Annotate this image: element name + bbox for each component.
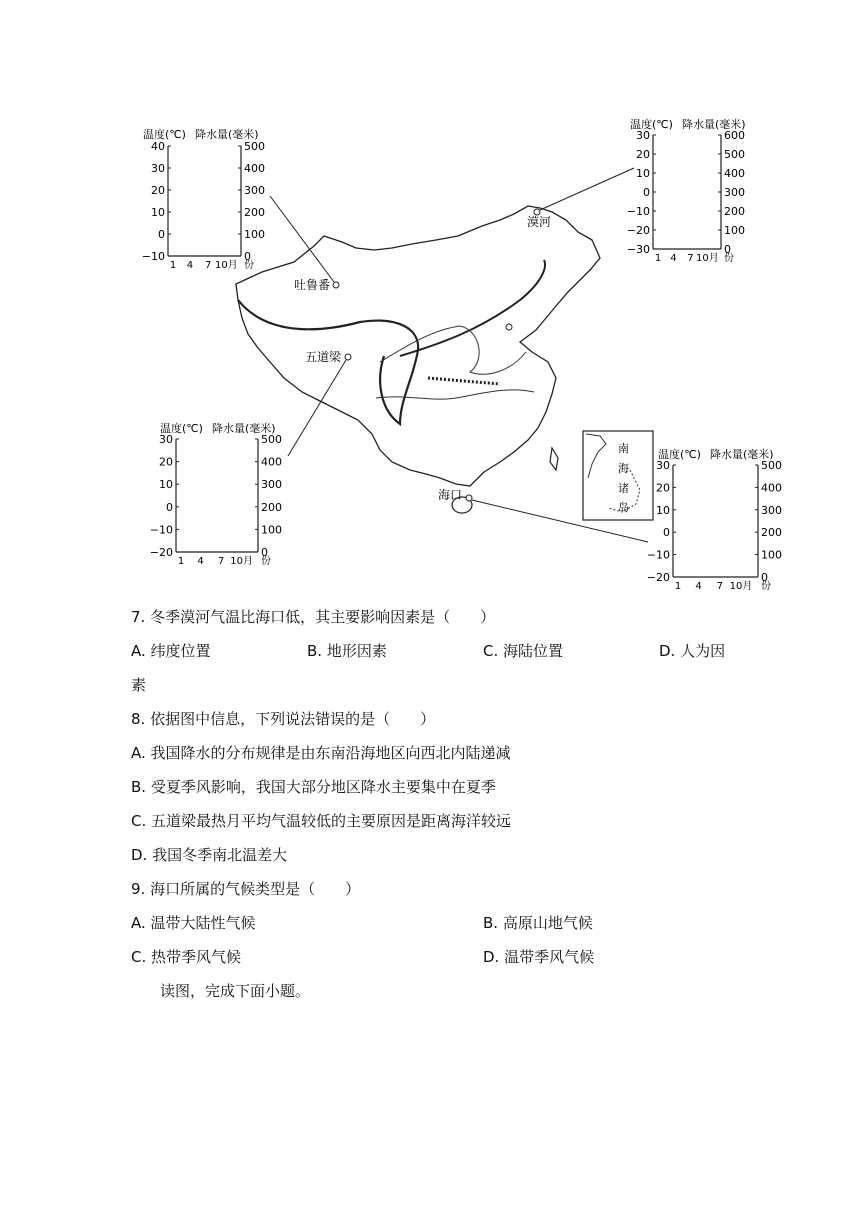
haikou-month-tick-label: 4 xyxy=(695,581,702,592)
wudaoliang-temp-tick-label: 30 xyxy=(159,433,173,446)
mohe-temp-tick-label: −10 xyxy=(626,205,650,218)
turpan-temp-axis-label: 温度(℃) xyxy=(143,128,186,141)
haikou-climate-chart xyxy=(647,447,782,592)
wudaoliang-temp-axis-label: 温度(℃) xyxy=(160,422,203,435)
turpan-temp-tick-label: −10 xyxy=(141,250,165,263)
railway-line xyxy=(428,378,500,384)
turpan-precip-tick-label: 400 xyxy=(244,162,265,175)
haikou-temp-tick-label: 10 xyxy=(656,503,670,517)
yellow-river xyxy=(380,326,526,374)
wudaoliang-leader xyxy=(288,360,346,456)
q8-option-c[interactable]: C. 五道梁最热月平均气温较低的主要原因是距离海洋较远 xyxy=(131,812,512,830)
taiwan-island xyxy=(550,448,558,470)
reading-instruction: 读图，完成下面小题。 xyxy=(160,982,311,1000)
turpan-label: 吐鲁番 xyxy=(294,278,331,292)
wudaoliang-precip-axis-label: 降水量(毫米) xyxy=(212,422,276,435)
turpan-precip-tick-label: 500 xyxy=(244,140,265,153)
haikou-temp-tick-label: −20 xyxy=(646,571,670,584)
mohe-precip-axis-label: 降水量(毫米) xyxy=(682,118,746,131)
wudaoliang-precip-tick-label: 0 xyxy=(261,546,268,559)
mohe-climate-chart xyxy=(627,117,746,264)
haikou-month-tick-label: 10月 xyxy=(729,581,753,592)
haikou-precip-tick-label: 400 xyxy=(761,481,782,495)
inset-char-3: 诸 xyxy=(618,482,629,495)
haikou-marker xyxy=(466,495,472,501)
mohe-precip-tick-label: 0 xyxy=(724,243,731,256)
mohe-precip-tick-label: 100 xyxy=(724,224,745,237)
q8-option-b[interactable]: B. 受夏季风影响，我国大部分地区降水主要集中在夏季 xyxy=(131,778,496,796)
question-7-stem: 7. 冬季漠河气温比海口低，其主要影响因素是（ ） xyxy=(131,608,496,626)
q9-option-d[interactable]: D. 温带季风气候 xyxy=(483,948,595,966)
mohe-temp-tick-label: 10 xyxy=(636,167,650,180)
q7-option-b[interactable]: B. 地形因素 xyxy=(307,642,387,660)
turpan-precip-axis-label: 降水量(毫米) xyxy=(195,128,259,141)
turpan-leader xyxy=(270,196,334,282)
haikou-month-tick-label: 份 xyxy=(761,581,771,592)
turpan-month-tick-label: 7 xyxy=(204,260,212,271)
mohe-month-tick-label: 4 xyxy=(670,253,677,264)
haikou-precip-tick-label: 300 xyxy=(761,503,782,517)
wudaoliang-precip-tick-label: 500 xyxy=(261,433,282,446)
haikou-precip-tick-label: 0 xyxy=(761,571,768,584)
mohe-temp-tick-label: 30 xyxy=(636,129,650,142)
wudaoliang-temp-tick-label: −10 xyxy=(149,523,173,537)
wudaoliang-month-tick-label: 份 xyxy=(261,556,271,567)
mohe-month-tick-label: 10月 xyxy=(696,253,719,264)
turpan-month-tick-label: 1 xyxy=(169,260,177,271)
haikou-precip-tick-label: 200 xyxy=(761,526,782,540)
haikou-precip-axis-label: 降水量(毫米) xyxy=(710,448,774,461)
mohe-precip-tick-label: 200 xyxy=(724,205,745,218)
mohe-temp-tick-label: 20 xyxy=(636,148,650,161)
inset-char-1: 南 xyxy=(618,442,629,455)
precip-isoline-2 xyxy=(400,260,545,356)
wudaoliang-temp-tick-label: 10 xyxy=(159,478,173,492)
inset-char-4: 岛 xyxy=(618,501,629,514)
wudaoliang-month-tick-label: 10月 xyxy=(230,556,253,567)
turpan-month-tick-label: 10月 xyxy=(215,260,238,271)
wudaoliang-temp-tick-label: −20 xyxy=(149,546,173,559)
question-8-stem: 8. 依据图中信息，下列说法错误的是（ ） xyxy=(131,710,436,728)
wudaoliang-month-tick-label: 7 xyxy=(217,556,225,567)
turpan-climate-chart xyxy=(142,127,265,271)
mohe-temp-tick-label: −30 xyxy=(626,243,650,256)
q8-option-a[interactable]: A. 我国降水的分布规律是由东南沿海地区向西北内陆递减 xyxy=(131,744,511,762)
turpan-temp-tick-label: 30 xyxy=(151,162,165,175)
haikou-temp-tick-label: 20 xyxy=(656,481,670,495)
turpan-month-tick-label: 份 xyxy=(244,260,254,271)
wudaoliang-temp-tick-label: 0 xyxy=(166,500,173,514)
wudaoliang-temp-tick-label: 20 xyxy=(159,455,173,469)
haikou-temp-tick-label: −10 xyxy=(646,548,670,562)
wudaoliang-climate-chart xyxy=(150,421,282,567)
turpan-temp-tick-label: 10 xyxy=(151,206,165,219)
mohe-leader xyxy=(540,168,634,210)
turpan-marker xyxy=(333,282,339,288)
question-9-stem: 9. 海口所属的气候类型是（ ） xyxy=(131,880,361,898)
mohe-temp-tick-label: −20 xyxy=(626,224,650,237)
mohe-month-tick-label: 份 xyxy=(724,253,734,264)
q7-option-d-wrap: 素 xyxy=(131,676,147,694)
turpan-precip-tick-label: 0 xyxy=(244,250,251,263)
turpan-temp-tick-label: 0 xyxy=(158,228,165,241)
haikou-temp-tick-label: 30 xyxy=(656,459,670,472)
haikou-label: 海口 xyxy=(438,488,463,502)
q7-option-a[interactable]: A. 纬度位置 xyxy=(131,642,211,660)
haikou-temp-axis-label: 温度(℃) xyxy=(658,448,701,461)
turpan-precip-tick-label: 300 xyxy=(244,184,265,197)
haikou-temp-tick-label: 0 xyxy=(663,526,670,540)
mohe-month-tick-label: 1 xyxy=(654,253,662,264)
turpan-temp-tick-label: 40 xyxy=(151,140,165,153)
q9-option-c[interactable]: C. 热带季风气候 xyxy=(131,948,242,966)
haikou-month-tick-label: 7 xyxy=(716,581,723,592)
mohe-precip-tick-label: 500 xyxy=(724,148,745,161)
wudaoliang-precip-tick-label: 100 xyxy=(261,523,282,537)
wudaoliang-month-tick-label: 1 xyxy=(177,556,185,567)
turpan-temp-tick-label: 20 xyxy=(151,184,165,197)
wudaoliang-label: 五道梁 xyxy=(305,350,342,364)
q8-option-d[interactable]: D. 我国冬季南北温差大 xyxy=(131,846,288,864)
mohe-month-tick-label: 7 xyxy=(687,253,694,264)
q7-option-c[interactable]: C. 海陆位置 xyxy=(483,642,564,660)
wudaoliang-precip-tick-label: 400 xyxy=(261,455,282,469)
q9-option-a[interactable]: A. 温带大陆性气候 xyxy=(131,914,256,932)
mohe-temp-axis-label: 温度(℃) xyxy=(630,118,673,131)
mohe-precip-tick-label: 600 xyxy=(724,129,745,142)
mohe-temp-tick-label: 0 xyxy=(643,186,650,199)
haikou-precip-tick-label: 500 xyxy=(761,459,782,472)
mohe-precip-tick-label: 300 xyxy=(724,186,745,199)
turpan-precip-tick-label: 200 xyxy=(244,206,265,219)
haikou-precip-tick-label: 100 xyxy=(761,548,782,562)
wudaoliang-month-tick-label: 4 xyxy=(197,556,204,567)
capital-marker xyxy=(506,324,512,330)
q9-option-b[interactable]: B. 高原山地气候 xyxy=(483,914,593,932)
wudaoliang-marker xyxy=(345,354,351,360)
inset-char-2: 海 xyxy=(618,462,629,475)
mohe-label: 漠河 xyxy=(527,215,552,229)
turpan-precip-tick-label: 100 xyxy=(244,228,265,241)
haikou-month-tick-label: 1 xyxy=(674,581,682,592)
wudaoliang-precip-tick-label: 300 xyxy=(261,478,282,492)
mohe-precip-tick-label: 400 xyxy=(724,167,745,180)
yangtze-river xyxy=(376,390,534,399)
q7-option-d[interactable]: D. 人为因 xyxy=(659,642,726,660)
turpan-month-tick-label: 4 xyxy=(186,260,194,271)
wudaoliang-precip-tick-label: 200 xyxy=(261,500,282,514)
climate-map-figure xyxy=(0,0,860,600)
